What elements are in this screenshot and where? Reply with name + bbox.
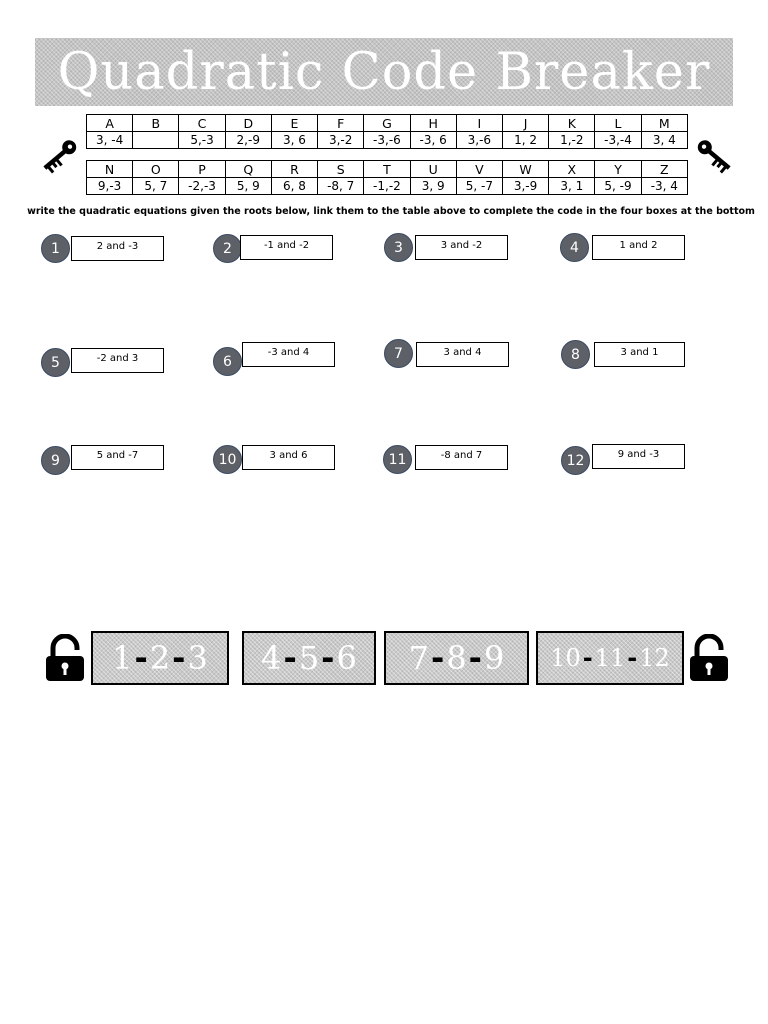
code-cell: 9,-3 xyxy=(87,178,133,195)
code-digit: 1 xyxy=(112,639,133,677)
letter-cell: I xyxy=(456,115,502,132)
question-number-badge: 2 xyxy=(213,234,242,263)
code-cell: 5, 7 xyxy=(133,178,179,195)
question-roots-box: -8 and 7 xyxy=(415,445,508,470)
code-cell: 5,-3 xyxy=(179,132,225,149)
question-roots-box: 5 and -7 xyxy=(71,445,164,470)
question-number-badge: 3 xyxy=(384,233,413,262)
title-banner xyxy=(35,38,733,106)
code-digit: 9 xyxy=(483,639,505,677)
question-number-badge: 5 xyxy=(41,348,70,377)
letter-cell: V xyxy=(456,161,502,178)
code-digit: 10 xyxy=(550,644,581,672)
code-cell: -3,-6 xyxy=(364,132,410,149)
question-roots-box: -2 and 3 xyxy=(71,348,164,373)
letter-cell: O xyxy=(133,161,179,178)
code-dash: - xyxy=(431,639,445,677)
code-cell: -3,-4 xyxy=(595,132,641,149)
letter-cell: K xyxy=(549,115,595,132)
instructions-text: write the quadratic equations given the roots below, link them to the table above to complete the code in the four boxes at the bottom xyxy=(27,206,755,217)
code-cell: 3,-9 xyxy=(502,178,548,195)
code-digit: 4 xyxy=(261,639,282,677)
code-box-1 xyxy=(91,631,229,685)
code-digit: 3 xyxy=(187,639,208,677)
letter-cell: E xyxy=(271,115,317,132)
code-cell: -2,-3 xyxy=(179,178,225,195)
letter-cell: T xyxy=(364,161,410,178)
letter-cell: W xyxy=(502,161,548,178)
code-cell: 5, 9 xyxy=(225,178,271,195)
question-roots-box: 3 and 1 xyxy=(594,342,685,367)
letter-cell: S xyxy=(318,161,364,178)
code-dash: - xyxy=(321,639,335,677)
question-roots-box: 3 and -2 xyxy=(415,235,508,260)
code-table-a-m xyxy=(86,114,688,149)
code-box-3 xyxy=(384,631,529,685)
code-cell: 3, 9 xyxy=(410,178,456,195)
question-number-badge: 6 xyxy=(213,347,242,376)
letter-cell: M xyxy=(641,115,687,132)
code-cell: 5, -7 xyxy=(456,178,502,195)
letter-cell: P xyxy=(179,161,225,178)
code-cell: 3,-6 xyxy=(456,132,502,149)
letter-cell: A xyxy=(87,115,133,132)
padlock-open-icon xyxy=(688,634,730,682)
code-cell: 5, -9 xyxy=(595,178,641,195)
question-roots-box: 3 and 6 xyxy=(242,445,335,470)
code-digit: 12 xyxy=(639,644,670,672)
question-roots-box: 1 and 2 xyxy=(592,235,685,260)
code-cell xyxy=(133,132,179,149)
code-cell: -1,-2 xyxy=(364,178,410,195)
code-digit: 6 xyxy=(336,639,357,677)
question-roots-box: 3 and 4 xyxy=(416,342,509,367)
question-roots-box: -3 and 4 xyxy=(242,342,335,367)
question-roots-box: -1 and -2 xyxy=(240,235,333,260)
code-dash: - xyxy=(283,639,297,677)
code-cell: 3, 1 xyxy=(549,178,595,195)
code-cell: 3, 6 xyxy=(271,132,317,149)
letter-cell: R xyxy=(271,161,317,178)
letter-cell: N xyxy=(87,161,133,178)
code-cell: 3, 4 xyxy=(641,132,687,149)
code-dash: - xyxy=(627,644,638,672)
code-digit: 2 xyxy=(149,639,171,677)
code-dash: - xyxy=(134,639,148,677)
code-cell: 1,-2 xyxy=(549,132,595,149)
page-title: Quadratic Code Breaker xyxy=(57,42,711,102)
code-digit: 8 xyxy=(446,639,467,677)
padlock-open-icon xyxy=(44,634,86,682)
question-number-badge: 9 xyxy=(41,446,70,475)
code-cell: 3,-2 xyxy=(318,132,364,149)
code-dash: - xyxy=(172,639,186,677)
question-number-badge: 4 xyxy=(560,233,589,262)
question-roots-box: 2 and -3 xyxy=(71,236,164,261)
letter-cell: C xyxy=(179,115,225,132)
letter-cell: L xyxy=(595,115,641,132)
letter-cell: D xyxy=(225,115,271,132)
question-number-badge: 11 xyxy=(383,445,412,474)
code-digit: 7 xyxy=(408,639,430,677)
key-icon xyxy=(36,134,84,176)
letter-cell: F xyxy=(318,115,364,132)
code-cell: -3, 6 xyxy=(410,132,456,149)
code-box-2 xyxy=(242,631,376,685)
code-table-n-z xyxy=(86,160,688,195)
key-icon xyxy=(690,134,738,176)
code-dash: - xyxy=(582,644,593,672)
code-cell: 1, 2 xyxy=(502,132,548,149)
question-number-badge: 7 xyxy=(384,339,413,368)
code-cell: -3, 4 xyxy=(641,178,687,195)
code-digit: 11 xyxy=(594,644,626,672)
code-digit: 5 xyxy=(298,639,320,677)
code-cell: 3, -4 xyxy=(87,132,133,149)
letter-cell: G xyxy=(364,115,410,132)
letter-cell: Q xyxy=(225,161,271,178)
letter-cell: H xyxy=(410,115,456,132)
letter-cell: Y xyxy=(595,161,641,178)
letter-cell: X xyxy=(549,161,595,178)
question-number-badge: 10 xyxy=(213,445,242,474)
question-number-badge: 12 xyxy=(561,446,590,475)
code-cell: 2,-9 xyxy=(225,132,271,149)
code-box-4 xyxy=(536,631,684,685)
code-cell: 6, 8 xyxy=(271,178,317,195)
question-roots-box: 9 and -3 xyxy=(592,444,685,469)
letter-cell: J xyxy=(502,115,548,132)
letter-cell: U xyxy=(410,161,456,178)
question-number-badge: 1 xyxy=(41,234,70,263)
code-dash: - xyxy=(468,639,482,677)
letter-cell: B xyxy=(133,115,179,132)
question-number-badge: 8 xyxy=(561,340,590,369)
letter-cell: Z xyxy=(641,161,687,178)
code-cell: -8, 7 xyxy=(318,178,364,195)
